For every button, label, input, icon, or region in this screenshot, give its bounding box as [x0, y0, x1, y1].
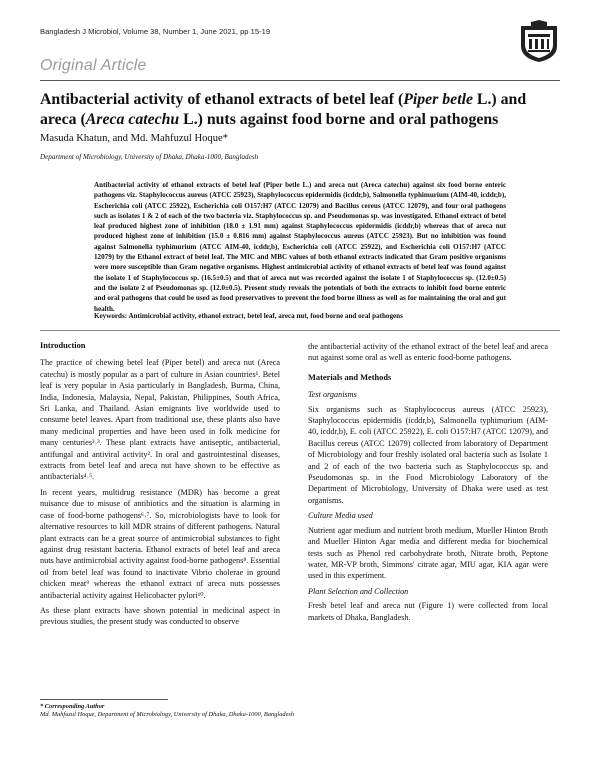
title-species-2: Areca catechu — [85, 111, 180, 128]
journal-citation: Bangladesh J Microbiol, Volume 38, Number 1, June 2021, pp 15-19 — [40, 27, 271, 36]
section-heading-introduction: Introduction — [40, 341, 86, 350]
header-divider — [40, 80, 560, 81]
intro-paragraph-3: As these plant extracts have shown potential in medicinal aspect in previous studies, the present study was conducted to observe — [40, 605, 280, 627]
title-species-1: Piper betle — [403, 91, 473, 108]
title-part: Antibacterial activity of ethanol extracts of betel leaf ( — [40, 91, 404, 108]
methods-paragraph-1: Six organisms such as Staphylococcus aureus (ATCC 25923), Staphylococcus epidermidis (icddr,b), Salmonella typhimurium (AIM-40, icddr,b), E. coli (ATCC 25922), E. coli O157:H7 (ATCC 12079), and Bacillus cereus (ATCC 12079) collected from laboratory of Department of Microbiology and four freshly isolated oral bacteria such as Isolate 1 and 2 of each of the two bacteria such as Staphylococcus sp. and Pseudomonas sp. in the Food Microbiology Laboratory of the Department of Microbiology, University of Dhaka were used as test organisms. — [308, 404, 548, 505]
methods-paragraph-2: Nutrient agar medium and nutrient broth medium, Mueller Hinton Broth and Mueller Hinton Agar media and different media for biochemical tests such as Phenol red carbohydrate broth, Nitrate broth, Peptone water, MR-VP broth, Simmons' citrate agar, MIU agar, KIA agar were used in this experiment. — [308, 525, 548, 581]
subheading-culture-media: Culture Media used — [308, 511, 373, 521]
affiliation: Department of Microbiology, University of Dhaka, Dhaka-1000, Bangladesh — [40, 153, 259, 161]
title-part: L.) and areca ( — [40, 91, 527, 128]
right-column — [308, 341, 548, 627]
keywords: Keywords: Antimicrobial activity, ethanol extract, betel leaf, areca nut, food borne and oral pathogens — [94, 312, 403, 320]
footnote-text: Md. Mahfuzul Hoque, Department of Microbiology, University of Dhaka, Dhaka-1000, Bangladesh — [40, 711, 295, 719]
title-part: L.) nuts against food borne and oral pathogens — [179, 111, 499, 128]
intro-paragraph-1: The practice of chewing betel leaf (Piper betel) and areca nut (Areca catechu) is mostly popular as a part of culture in Asian countries¹. Betel leaf is very popular in Asia particularly in Bangladesh, Burma, China, India, Indonesia, Malaysia, Nepal, Pakistan, Philippines, South Africa, Sri Lanka, and Thailand. Asian emigrants live worldwide used to consume betel leaves. Apart from traditional use, these plants also have many medicinal properties and have been used in folk medicine for many centuries²˒³. These plant extracts have antiseptic, antibacterial, antifungal and antiviral activity². In oral and gastrointestinal diseases, extracts from betel leaf and areca nut have shown to be effective as antibacterials⁴˒⁵. — [40, 358, 280, 482]
left-column — [40, 340, 280, 632]
abstract: Antibacterial activity of ethanol extracts of betel leaf (Piper betle L.) and areca nut (Areca catechu) against six food borne enteric pathogens viz. Staphylococcus aureus (ATCC 25923), Staphylococcus epidermidis (icddr,b), Salmonella typhimurium (AIM-40, icddr,b), Escherichia coli (ATCC 25922), Escherichia coli O157:H7 (ATCC 12079) and Bacillus cereus (ATCC 12079), and four oral pathogens such as isolates 1 & 2 of each of the two bacteria viz. Staphylococcus sp. and Pseudomonas sp. was investigated. Ethanol extract of betel leaf produced highest zone of inhibition (18.0 ± 1.91 mm) against Staphylococcus epidermidis (icddr,b) whereas that of areca nut produced highest zone of inhibition (15.0 ± 0.816 mm) against Staphylococcus aureus (ATCC 25923). But no inhibition was found against Salmonella typhimurium (ATCC AIM-40, icddr,b), Escherichia coli (ATCC 25922), and Escherichia coli O157:H7 (ATCC 12079) by the Ethanol extract of betel leaf. The MIC and MBC values of both ethanol extracts indicated that Gram positive organisms were more susceptible than Gram negative organisms. Highest antimicrobial activity of ethanol extracts of betel leaf was found against the isolate 1 of Staphylococcus sp. (16.5±0.5) and that of areca nut was recorded against the isolate 1 of Staphylococcus sp. (12.0±0.5) and the isolate 2 of Pseudomonas sp. (12.0±0.5). Present study reveals the potentials of both the extracts to inhibit food borne enteric and oral pathogens that could be used as food preservatives to prevent the food borne illness as well as for maintaining the oral and gut health. — [94, 181, 506, 313]
footnote-label: * Corresponding Author — [40, 703, 105, 710]
corresponding-author-footnote — [40, 703, 294, 720]
paper-title — [40, 90, 565, 130]
footnote-divider — [40, 699, 168, 700]
section-divider — [40, 330, 560, 331]
intro-paragraph-continued: the antibacterial activity of the ethanol extract of the betel leaf and areca nut against some oral as well as enteric food-borne pathogens. — [308, 342, 548, 363]
subheading-plant-selection: Plant Selection and Collection — [308, 586, 409, 596]
article-type: Original Article — [40, 57, 147, 74]
methods-paragraph-3: Fresh betel leaf and areca nut (Figure 1) were collected from local markets of Dhaka, Bangladesh. — [308, 601, 548, 622]
intro-paragraph-2: In recent years, multidrug resistance (MDR) has become a great nuisance due to misuse of antibiotics and the situation is alarming in case of food-borne pathogens⁶˒⁷. So, microbiologists have to look for alternative resources to kill MDR strains of different pathogens. Natural plant extracts can be a great source of antimicrobial substances to fight against drug resistant bacteria. Ethanol extracts of betel leaf and areca nuts have antimicrobial activity against food-borne pathogens⁸. Essential oil from betel leaf was found to inactivate Vibrio cholerae in ground chicken meat⁹ whereas the ethanol extract of areca nuts possesses antibacterial activity against Helicobacter pylori¹⁰. — [40, 487, 280, 600]
university-crest-icon — [517, 20, 561, 64]
subheading-test-organisms: Test organisms — [308, 390, 357, 400]
authors: Masuda Khatun, and Md. Mahfuzul Hoque* — [40, 133, 229, 144]
section-heading-methods: Materials and Methods — [308, 372, 392, 382]
